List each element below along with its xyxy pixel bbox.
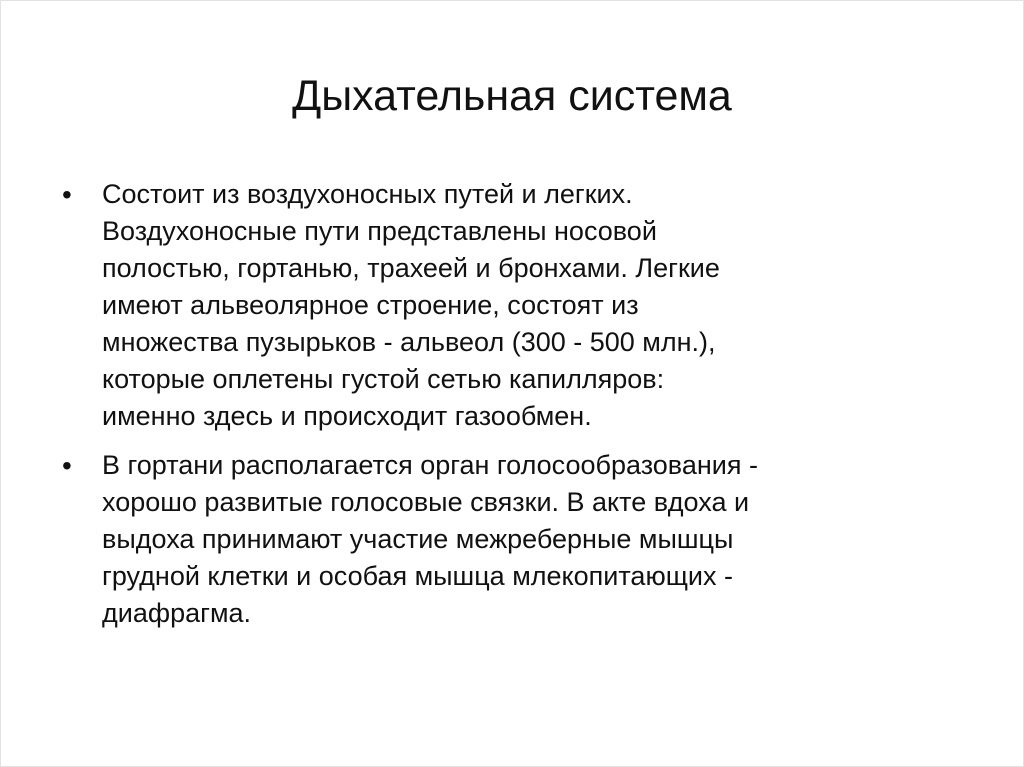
bullet-line: диафрагма. [102, 598, 252, 628]
bullet-line: именно здесь и происходит газообмен. [102, 401, 592, 431]
bullet-line: выдоха принимают участие межреберные мышцы [102, 524, 734, 554]
bullet-line: хорошо развитые голосовые связки. В акте вдоха и [102, 487, 750, 517]
bullet-line: имеют альвеолярное строение, состоят из [102, 290, 639, 320]
bullet-dot-icon: • [62, 179, 72, 210]
bullet-line: грудной клетки и особая мышца млекопитающих - [102, 561, 733, 591]
bullet-line: В гортани располагается орган голосообразования - [102, 450, 758, 480]
bullet-text-larynx [102, 447, 974, 632]
bullet-item-airways [62, 176, 974, 435]
bullet-item-larynx [62, 447, 974, 632]
bullet-dot-icon: • [62, 450, 72, 481]
slide-title: Дыхательная система [292, 72, 732, 120]
bullet-line: Состоит из воздухоносных путей и легких. [102, 179, 633, 209]
bullet-text-airways [102, 176, 974, 435]
bullet-line: Воздухоносные пути представлены носовой [102, 216, 657, 246]
bullet-line: которые оплетены густой сетью капилляров: [102, 364, 665, 394]
bullet-list [62, 176, 974, 644]
bullet-line: полостью, гортанью, трахеей и бронхами. Легкие [102, 253, 720, 283]
bullet-line: множества пузырьков - альвеол (300 - 500 млн.), [102, 327, 716, 357]
